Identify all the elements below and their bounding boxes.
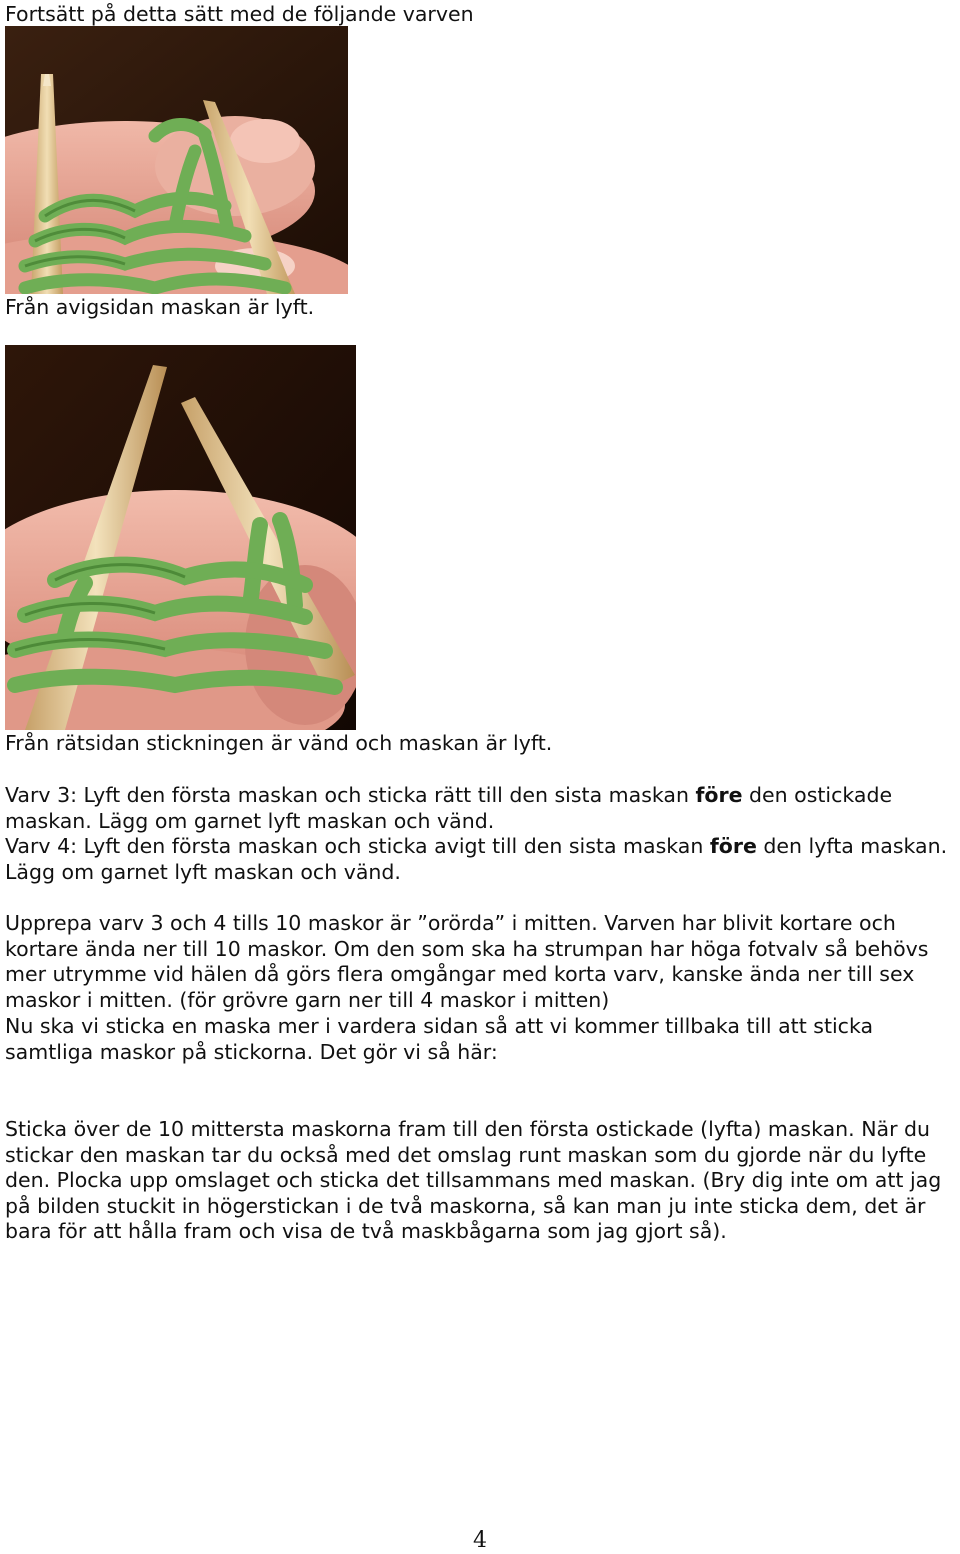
repeat-instruction: Upprepa varv 3 och 4 tills 10 maskor är ”orörda” i mitten. Varven har blivit kortare och kortare ända ner till 10 maskor. Om den som ska ha strumpan har höga fotvalv så behövs mer utrymme vid hälen då görs flera omgångar med korta varv, kanske ända ner till sex maskor i mitten. (för grövre garn ner till 4 maskor i mitten) xyxy=(5,911,929,1012)
photo-right-side xyxy=(5,345,356,730)
final-instruction: Sticka över de 10 mittersta maskorna fram till den första ostickade (lyfta) maskan. När du stickar den maskan tar du också med det omslag runt maskan som du gjorde när du lyfte den. Plocka upp omslaget och sticka det tillsammans med maskan. (Bry dig inte om att jag på bilden stuckit in högerstickan i de två maskorna, så kan man ju inte sticka dem, det är bara för att hålla fram och visa de två maskbågarna som jag gjort så). xyxy=(5,1117,942,1243)
intro-text: Fortsätt på detta sätt med de följande varven xyxy=(5,2,474,26)
photo2-caption: Från rätsidan stickningen är vänd och maskan är lyft. xyxy=(5,731,553,755)
page-number: 4 xyxy=(473,1528,487,1553)
photo1-caption: Från avigsidan maskan är lyft. xyxy=(5,295,315,319)
varv4-instruction: Varv 4: Lyft den första maskan och sticka avigt till den sista maskan före den lyfta maskan. Lägg om garnet lyft maskan och vänd. xyxy=(5,834,948,884)
pickup-instruction: Nu ska vi sticka en maska mer i vardera sidan så att vi kommer tillbaka till att sticka samtliga maskor på stickorna. Det gör vi så här: xyxy=(5,1014,874,1064)
varv3-instruction: Varv 3: Lyft den första maskan och sticka rätt till den sista maskan före den ostickade maskan. Lägg om garnet lyft maskan och vänd. xyxy=(5,783,893,833)
photo-purl-side xyxy=(5,26,348,294)
